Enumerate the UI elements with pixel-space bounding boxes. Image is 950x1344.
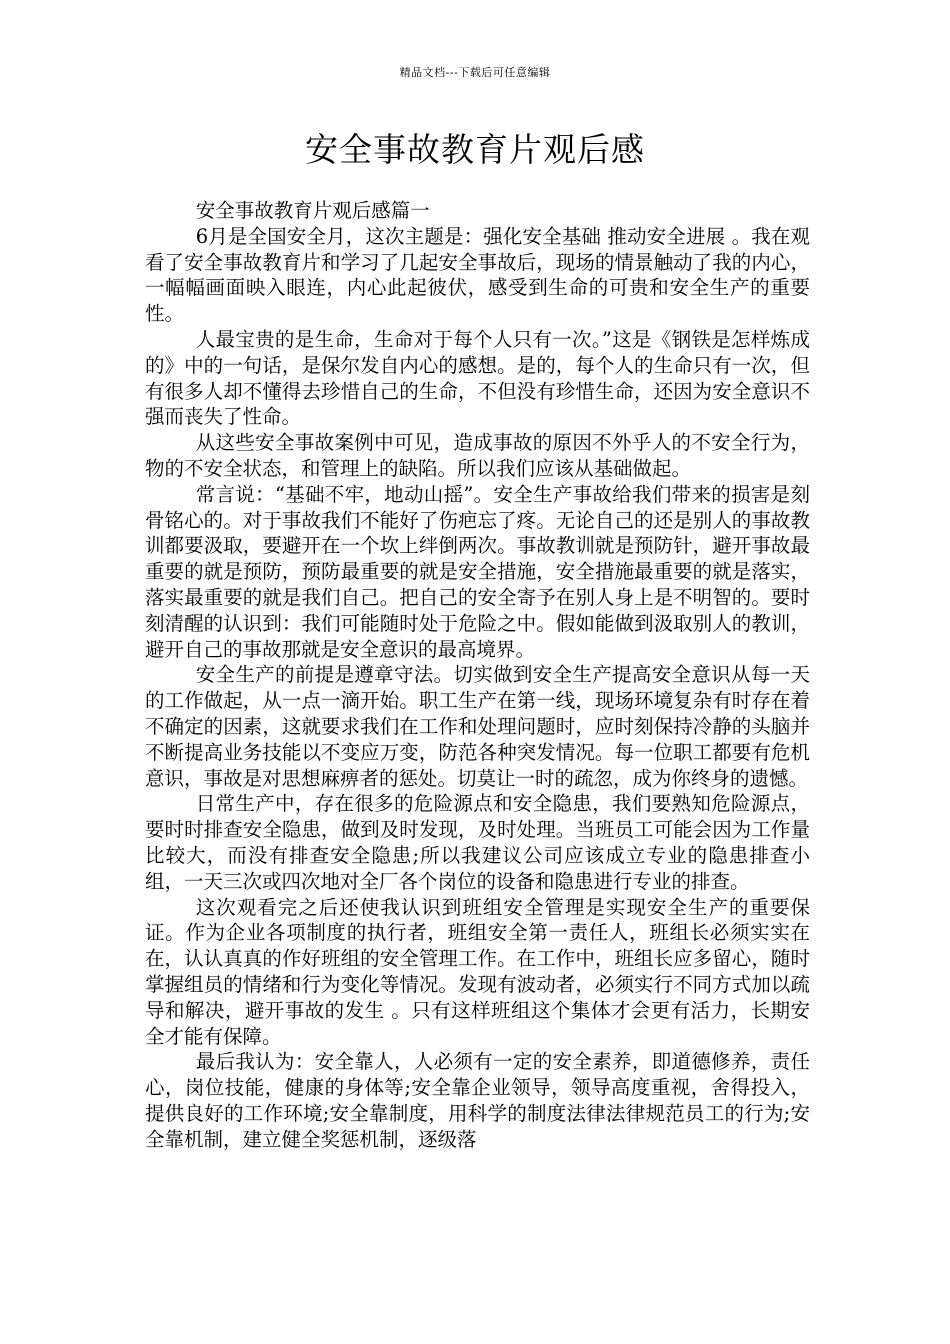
paragraph: 安全生产的前提是遵章守法。切实做到安全生产提高安全意识从每一天的工作做起，从一点一滴开始。职工生产在第一线，现场环境复杂有时存在着不确定的因素，这就要求我们在工作和处理问题时，应时刻保持冷静的头脑并不断提高业务技能以不变应万变，防范各种突发情况。每一位职工都要有危机意识，事故是对思想麻痹者的惩处。切莫让一时的疏忽，成为你终身的遗憾。 [145,663,810,790]
paragraph: 6月是全国安全月，这次主题是：强化安全基础 推动安全进展 。我在观看了安全事故教育片和学习了几起安全事故后，现场的情景触动了我的内心，一幅幅画面映入眼连，内心此起彼伏，感受到生命的可贵和安全生产的重要性。 [145,224,810,326]
paragraph: 常言说：“基础不牢，地动山摇”。安全生产事故给我们带来的损害是刻骨铭心的。对于事故我们不能好了伤疤忘了疼。无论自己的还是别人的事故教训都要汲取，要避开在一个坎上绊倒两次。事故教训就是预防针，避开事故最重要的就是预防，预防最重要的就是安全措施，安全措施最重要的就是落实，落实最重要的就是我们自己。把自己的安全寄予在别人身上是不明智的。要时刻清醒的认识到：我们可能随时处于危险之中。假如能做到汲取别人的教训，避开自己的事故那就是安全意识的最高境界。 [145,482,810,661]
paragraph: 人最宝贵的是生命，生命对于每个人只有一次。”这是《钢铁是怎样炼成的》中的一句话，是保尔发自内心的感想。是的，每个人的生命只有一次，但有很多人却不懂得去珍惜自己的生命，不但没有珍惜生命，还因为安全意识不强而丧失了性命。 [145,327,810,429]
paragraph-subtitle: 安全事故教育片观后感篇一 [195,199,430,222]
paragraph: 从这些安全事故案例中可见，造成事故的原因不外乎人的不安全行为，物的不安全状态，和管理上的缺陷。所以我们应该从基础做起。 [145,431,810,480]
header-note: 精品文档---下载后可任意编辑 [399,66,551,79]
document-body [145,198,810,1152]
paragraph: 这次观看完之后还使我认识到班组安全管理是实现安全生产的重要保证。作为企业各项制度的执行者，班组安全第一责任人，班组长必须实实在在，认认真真的作好班组的安全管理工作。在工作中，班组长应多留心，随时掌握组员的情绪和行为变化等情况。发现有波动者，必须实行不同方式加以疏导和解决，避开事故的发生 。只有这样班组这个集体才会更有活力，长期安全才能有保障。 [145,895,810,1048]
paragraph: 日常生产中，存在很多的危险源点和安全隐患，我们要熟知危险源点，要时时排查安全隐患，做到及时发现，及时处理。当班员工可能会因为工作量比较大，而没有排查安全隐患;所以我建议公司应该成立专业的隐患排查小组，一天三次或四次地对全厂各个岗位的设备和隐患进行专业的排查。 [145,792,810,893]
paragraph: 最后我认为：安全靠人，人必须有一定的安全素养，即道德修养，责任心，岗位技能，健康的身体等;安全靠企业领导，领导高度重视，舍得投入，提供良好的工作环境;安全靠制度，用科学的制度法律法律规范员工的行为;安全靠机制，建立健全奖惩机制，逐级落 [145,1050,810,1151]
document-title: 安全事故教育片观后感 [305,130,645,169]
